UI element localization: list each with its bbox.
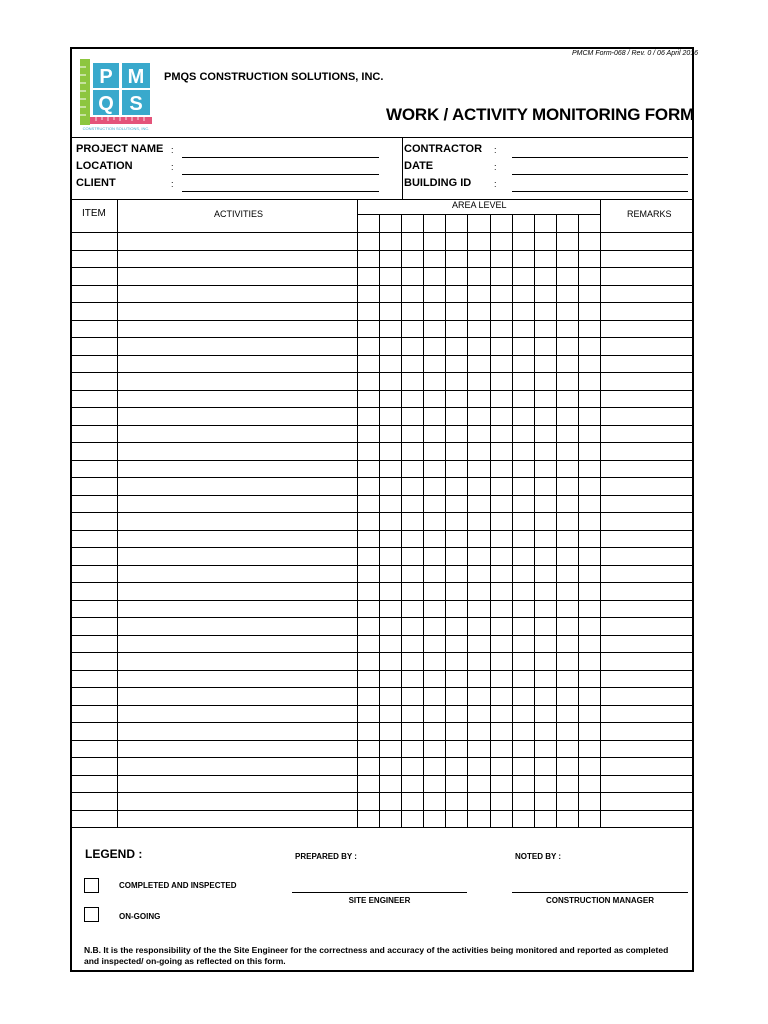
- responsibility-note: N.B. It is the responsibility of the the Site Engineer for the correctness and accuracy of the activities being monitored and reported as completed and inspected/ on-going as reflected on this form.: [84, 945, 669, 966]
- table-row[interactable]: [72, 758, 692, 776]
- logo-letter-m: M: [127, 66, 145, 88]
- table-row[interactable]: [72, 513, 692, 531]
- remarks-header: REMARKS: [627, 209, 672, 219]
- date-colon: :: [494, 162, 497, 172]
- area-level-column-divider: [556, 214, 557, 828]
- column-divider: [600, 199, 601, 828]
- table-row[interactable]: [72, 496, 692, 514]
- ongoing-legend-label: ON-GOING: [119, 912, 161, 921]
- client-label: CLIENT: [76, 177, 116, 189]
- table-row[interactable]: [72, 233, 692, 251]
- table-row[interactable]: [72, 671, 692, 689]
- table-row[interactable]: [72, 408, 692, 426]
- site-engineer-label: SITE ENGINEER: [348, 896, 411, 905]
- completed-legend-label: COMPLETED AND INSPECTED: [119, 881, 237, 890]
- logo-caption: CONSTRUCTION SOLUTIONS, INC.: [82, 126, 150, 131]
- project-name-colon: :: [171, 145, 174, 155]
- logo-ruler: [90, 117, 152, 124]
- table-row[interactable]: [72, 741, 692, 759]
- company-logo: [80, 57, 154, 133]
- prepared-by-label: PREPARED BY :: [295, 852, 357, 861]
- form-code: PMCM Form-068 / Rev. 0 / 06 April 2016: [572, 50, 699, 57]
- location-field[interactable]: [182, 174, 379, 175]
- table-row[interactable]: [72, 338, 692, 356]
- area-level-column-divider: [512, 214, 513, 828]
- noted-by-label: NOTED BY :: [515, 852, 562, 861]
- table-row[interactable]: [72, 548, 692, 566]
- table-row[interactable]: [72, 653, 692, 671]
- company-name: PMQS CONSTRUCTION SOLUTIONS, INC.: [164, 71, 384, 83]
- building-id-label: BUILDING ID: [404, 177, 472, 189]
- area-level-column-divider: [467, 214, 468, 828]
- area-level-column-divider: [423, 214, 424, 828]
- form-page: [70, 47, 699, 972]
- table-row[interactable]: [72, 286, 692, 304]
- legend-title: LEGEND :: [85, 847, 143, 861]
- client-colon: :: [171, 179, 174, 189]
- table-row[interactable]: [72, 636, 692, 654]
- table-row[interactable]: [72, 531, 692, 549]
- pmqs-logo-graphic: [80, 57, 154, 133]
- contractor-colon: :: [494, 145, 497, 155]
- table-row[interactable]: [72, 373, 692, 391]
- area-level-column-divider: [379, 214, 380, 828]
- fields-bottom-border: [72, 199, 692, 200]
- construction-manager-label: CONSTRUCTION MANAGER: [546, 896, 654, 905]
- area-level-column-divider: [534, 214, 535, 828]
- form-title: WORK / ACTIVITY MONITORING FORM: [386, 105, 694, 124]
- site-engineer-signature-line[interactable]: [292, 892, 467, 893]
- date-field[interactable]: [512, 174, 688, 175]
- table-row[interactable]: [72, 478, 692, 496]
- area-level-column-divider: [490, 214, 491, 828]
- activities-header: ACTIVITIES: [214, 209, 264, 219]
- table-row[interactable]: [72, 268, 692, 286]
- table-row[interactable]: [72, 583, 692, 601]
- logo-letter-p: P: [99, 66, 113, 88]
- item-header: ITEM: [82, 208, 106, 219]
- building-id-colon: :: [494, 179, 497, 189]
- column-divider: [117, 199, 118, 828]
- table-row[interactable]: [72, 461, 692, 479]
- table-row[interactable]: [72, 618, 692, 636]
- fields-divider: [402, 137, 403, 199]
- column-divider: [357, 199, 358, 828]
- ongoing-checkbox[interactable]: [84, 907, 99, 922]
- project-name-field[interactable]: [182, 157, 379, 158]
- area-level-column-divider: [401, 214, 402, 828]
- table-row[interactable]: [72, 688, 692, 706]
- area-level-column-divider: [445, 214, 446, 828]
- construction-manager-signature-line[interactable]: [512, 892, 688, 893]
- table-row[interactable]: [72, 356, 692, 374]
- logo-letter-s: S: [129, 93, 143, 115]
- header-divider: [72, 137, 692, 138]
- contractor-field[interactable]: [512, 157, 688, 158]
- table-row[interactable]: [72, 321, 692, 339]
- table-row[interactable]: [72, 566, 692, 584]
- date-label: DATE: [404, 160, 434, 172]
- table-row[interactable]: [72, 706, 692, 724]
- table-row[interactable]: [72, 723, 692, 741]
- location-colon: :: [171, 162, 174, 172]
- table-row[interactable]: [72, 811, 692, 829]
- table-row[interactable]: [72, 601, 692, 619]
- table-row[interactable]: [72, 793, 692, 811]
- area-level-header: AREA LEVEL: [452, 200, 507, 210]
- project-name-label: PROJECT NAME: [76, 143, 164, 155]
- table-row[interactable]: [72, 776, 692, 794]
- building-id-field[interactable]: [512, 191, 688, 192]
- table-row[interactable]: [72, 251, 692, 269]
- area-level-column-divider: [578, 214, 579, 828]
- logo-letter-q: Q: [98, 93, 114, 115]
- table-row[interactable]: [72, 391, 692, 409]
- table-row[interactable]: [72, 443, 692, 461]
- area-level-subdivider: [357, 214, 600, 215]
- location-label: LOCATION: [76, 160, 133, 172]
- contractor-label: CONTRACTOR: [404, 143, 483, 155]
- table-row[interactable]: [72, 303, 692, 321]
- table-row[interactable]: [72, 426, 692, 444]
- completed-checkbox[interactable]: [84, 878, 99, 893]
- client-field[interactable]: [182, 191, 379, 192]
